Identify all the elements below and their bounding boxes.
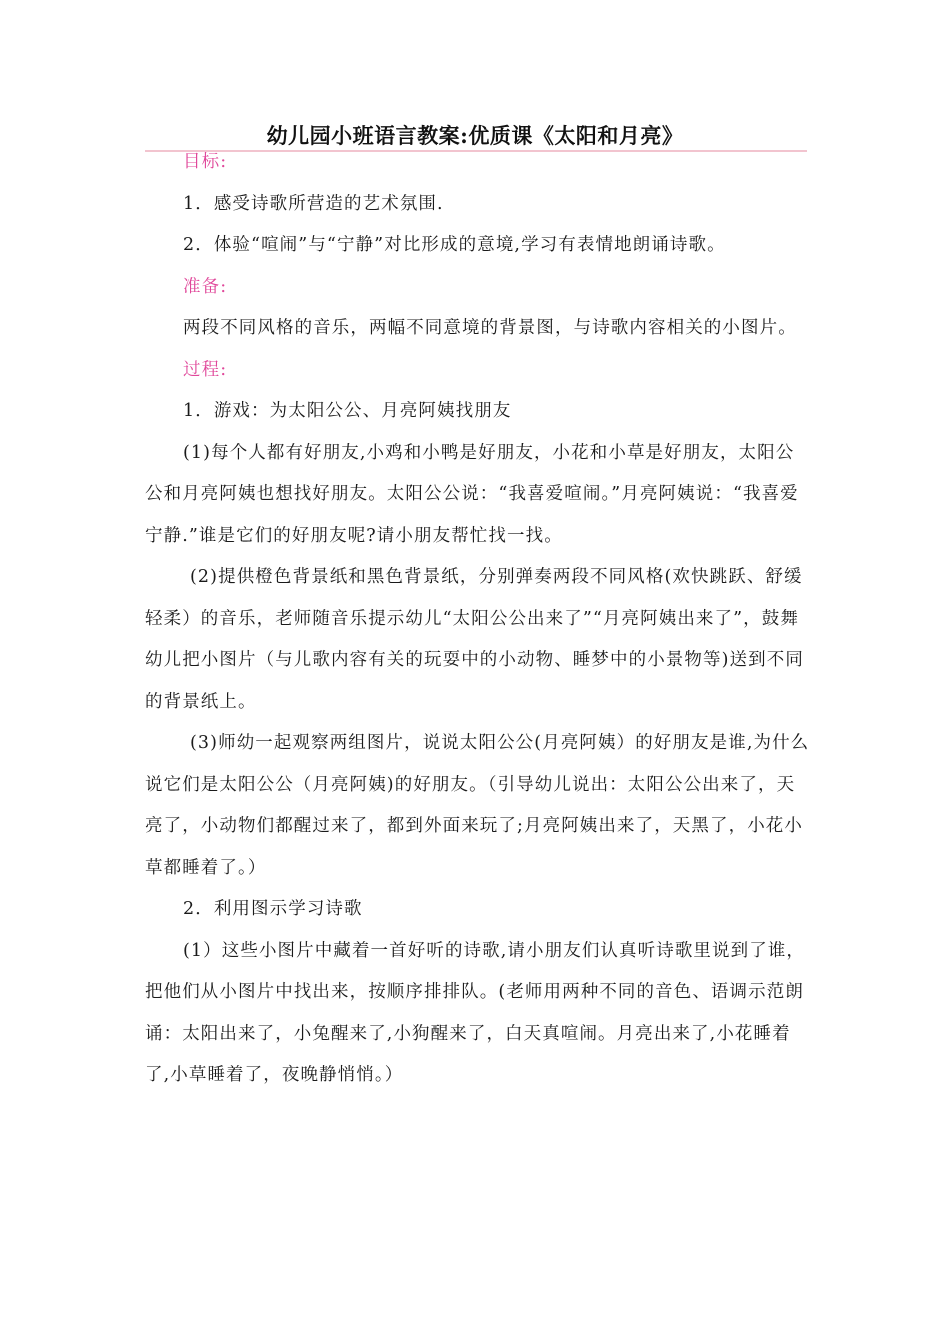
step-heading: 1．游戏：为太阳公公、月亮阿姨找朋友 (183, 401, 512, 421)
goals-heading: 目标: (183, 152, 228, 172)
prep-heading: 准备: (183, 276, 228, 297)
step-paragraph: (2)提供橙色背景纸和黑色背景纸，分别弹奏两段不同风格(欢快跳跃、舒缓轻柔）的音乐，老师随音乐提示幼儿“太阳公公出来了”“月亮阿姨出来了”，鼓舞幼儿把小图片（与儿歌内容有关的玩耍中的小动物、睡梦中的小景物等)送到不同的背景纸上。 (145, 567, 804, 712)
prep-paragraph: 两段不同风格的音乐，两幅不同意境的背景图，与诗歌内容相关的小图片。 (183, 318, 797, 338)
document-title: 幼儿园小班语言教案:优质课《太阳和月亮》 (266, 123, 684, 148)
step-paragraph: (1）这些小图片中藏着一首好听的诗歌,请小朋友们认真听诗歌里说到了谁，把他们从小图片中找出来，按顺序排排队。(老师用两种不同的音色、语调示范朗诵：太阳出来了，小兔醒来了,小狗醒来了，白天真喧闹。月亮出来了,小花睡着了,小草睡着了，夜晚静悄悄。） (145, 940, 806, 1085)
process-heading: 过程: (183, 359, 228, 380)
goal-item: 1．感受诗歌所营造的艺术氛围. (183, 193, 444, 214)
goal-item: 2．体验“喧闹”与“宁静”对比形成的意境,学习有表情地朗诵诗歌。 (183, 235, 726, 255)
document-body (145, 142, 811, 1097)
step-heading: 2．利用图示学习诗歌 (183, 899, 363, 919)
step-paragraph: (1)每个人都有好朋友,小鸡和小鸭是好朋友，小花和小草是好朋友，太阳公公和月亮阿姨也想找好朋友。太阳公公说：“我喜爱喧闹。”月亮阿姨说：“我喜爱宁静.”谁是它们的好朋友呢?请小朋友帮忙找一找。 (145, 442, 799, 546)
step-paragraph: (3)师幼一起观察两组图片，说说太阳公公(月亮阿姨）的好朋友是谁,为什么说它们是太阳公公（月亮阿姨)的好朋友。（引导幼儿说出：太阳公公出来了，天亮了，小动物们都醒过来了，都到外面来玩了;月亮阿姨出来了，天黑了，小花小草都睡着了。） (145, 733, 810, 878)
